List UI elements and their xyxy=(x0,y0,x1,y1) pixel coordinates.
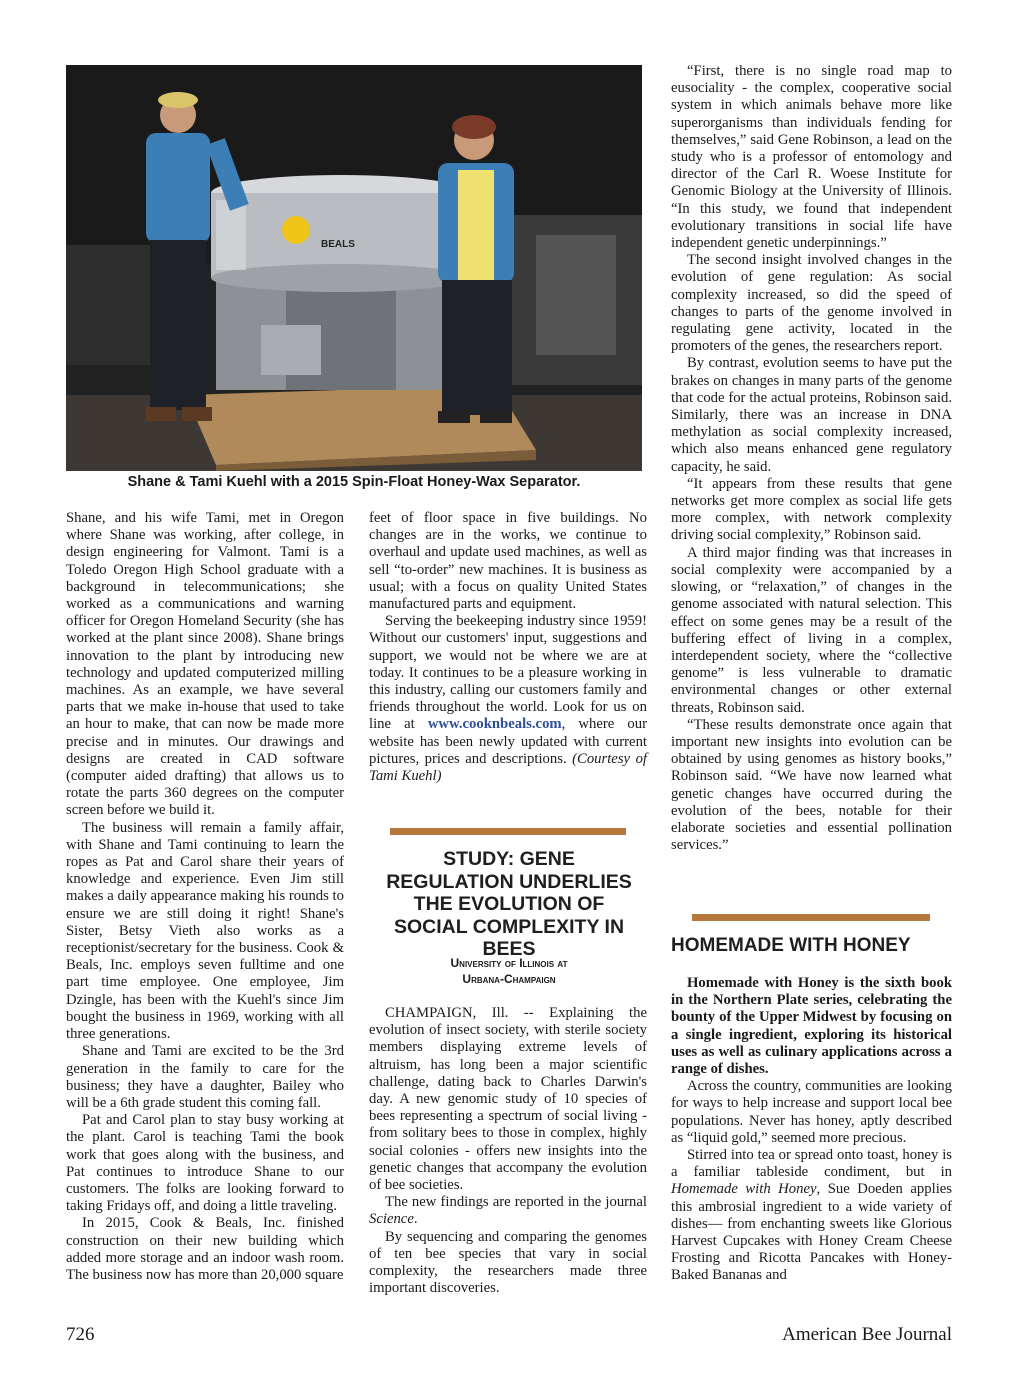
paragraph: Shane and Tami are excited to be the 3rd generation in the family to care for the business; they have a daughter, Bailey who will be a 6th grade student this coming fall. xyxy=(66,1043,344,1111)
paragraph xyxy=(671,1147,952,1285)
section-rule xyxy=(692,914,930,921)
photo-illustration xyxy=(66,65,642,471)
paragraph: Pat and Carol plan to stay busy working at the plant. Carol is teaching Tami the book work that goes along with the business, and Pat continues to introduce Shane to our customers. The folks are looking forward to taking Fridays off, and doing a little traveling. xyxy=(66,1112,344,1215)
paragraph: Shane, and his wife Tami, met in Oregon where Shane was working, after college, in design engineering for Valmont. Tami is a Toledo Oregon High School graduate with a background in telecommunications; she worked as a communications and warning officer for Oregon Homeland Security (she has worked at the plant since 2008). Shane brings innovation to the plant by introducing new technology and updated computerized milling machines. As an example, we have several parts that we make in-house that used to take an hour to make, that can now be made more precise and in minutes. Our drawings and designs are created in CAD software (computer aided drafting) that allows us to rotate the parts 360 degrees on the computer screen before we build it. xyxy=(66,510,344,819)
paragraph: By sequencing and comparing the genomes of ten bee species that vary in social complexity, the researchers made three important discoveries. xyxy=(369,1228,647,1297)
paragraph: In 2015, Cook & Beals, Inc. finished construction on their new building which added more storage and an indoor wash room. The business now has more than 20,000 square xyxy=(66,1215,344,1283)
page-number: 726 xyxy=(66,1324,95,1345)
journal-name: Science xyxy=(369,1211,414,1228)
paragraph: “First, there is no single road map to eusociality - the complex, cooperative social system in which animals behave more like superorganisms than individuals fending for themselves,” said Gene Robinson, a lead on the study who is a professor of entomology and director of the Carl R. Woese Institute for Genomic Biology at the University of Illinois. “In this study, we found that independent evolutionary transitions in social life have independent genetic underpinnings.” xyxy=(671,63,952,252)
study-headline: STUDY: GENE REGULATION UNDERLIES THE EVOLUTION OF SOCIAL COMPLEXITY IN BEES xyxy=(386,848,632,960)
study-byline xyxy=(378,955,640,987)
lead-paragraph: Homemade with Honey is the sixth book in the Northern Plate series, celebrating the bounty of the Upper Midwest by focusing on a single ingredient, exploring its historical uses as well as culinary applications across a range of dishes. xyxy=(671,975,952,1078)
paragraph: By contrast, evolution seems to have put the brakes on changes in many parts of the genome that code for the actual proteins, Robinson said. Similarly, there was an increase in DNA methylation as social complexity increased, which also means enhanced gene regulatory capacity, he said. xyxy=(671,355,952,475)
paragraph-text: . xyxy=(413,1211,418,1228)
paragraph: “These results demonstrate once again that important new insights into evolution can be obtained by using genomes as history books,” Robinson said. “We have now learned what genetic changes have occurred during the evolution of the bees, notable for their elaborate societies and essential pollination services.” xyxy=(671,716,952,854)
paragraph-text: , where our website has been newly updated with current pictures, prices and descriptions. xyxy=(369,716,647,767)
paragraph xyxy=(369,1194,647,1228)
paragraph: A third major finding was that increases in social complexity were accompanied by a slowing, or “relaxation,” of changes in the genome associated with natural selection. This effect on some genes may be a result of the buffering effect of living in a complex, interdependent society, where the “collective genome” is less vulnerable to dramatic environmental changes or other external threats, Robinson said. xyxy=(671,544,952,716)
section-rule xyxy=(390,828,626,835)
paragraph: Across the country, communities are looking for ways to help increase and support local bee populations. Never has honey, aptly described as “liquid gold,” seemed more precious. xyxy=(671,1078,952,1146)
machine-label: BEALS xyxy=(321,239,355,250)
paragraph-text: Serving the beekeeping industry since 1959! Without our customers' input, suggestions and support, we would not be where we are at today. It continues to be a pleasure working in this industry, calling our customers family and friends throughout the world. Look for us on line at xyxy=(369,613,647,733)
courtesy-note: (Courtesy of Tami Kuehl) xyxy=(369,750,647,785)
paragraph: CHAMPAIGN, Ill. -- Explaining the evolution of insect society, with sterile society members displaying extreme levels of altruism, has long been a major scientific challenge, dating back to Charles Darwin's day. A new genomic study of 10 species of bees representing a spectrum of social living - from solitary bees to those in complex, highly social colonies - offers new insights into the genetic changes that accompany the evolution of bee societies. xyxy=(369,1005,647,1194)
article-photo xyxy=(66,65,642,471)
column-1 xyxy=(66,510,344,1284)
website-link[interactable]: www.cooknbeals.com xyxy=(427,716,562,733)
byline-line: University of Illinois at xyxy=(450,956,568,970)
paragraph-text: , Sue Doeden applies this ambrosial ingredient to a wide variety of dishes— from enchanting sweets like Glorious Harvest Cupcakes with Honey Cream Cheese Frosting and Ricotta Pancakes with Honey- Baked Bananas and xyxy=(671,1181,953,1284)
paragraph: “It appears from these results that gene networks get more complex as social life gets more complex, with network complexity driving social complexity,” Robinson said. xyxy=(671,475,952,544)
paragraph xyxy=(369,613,647,785)
magazine-name: American Bee Journal xyxy=(782,1324,952,1345)
study-body xyxy=(369,1005,647,1297)
honey-headline: HOMEMADE WITH HONEY xyxy=(671,935,911,956)
column-2 xyxy=(369,510,647,785)
column-3 xyxy=(671,63,952,854)
photo-caption: Shane & Tami Kuehl with a 2015 Spin-Float Honey-Wax Separator. xyxy=(127,474,581,490)
paragraph: The business will remain a family affair, with Shane and Tami continuing to learn the ropes as Pat and Carol share their years of knowledge and experience. Even Jim still makes a daily appearance making his rounds to ensure we are still doing it right! Shane's Sister, Betsy Vieth also works as a receptionist/secretary for the business. Cook & Beals, Inc. employs seven fulltime and one part time employee. One employee, Jim Dzingle, has been with the Kuehl's since Jim bought the business in 1969, working with all three generations. xyxy=(66,819,344,1043)
paragraph: The second insight involved changes in the evolution of gene regulation: As social complexity increased, so did the speed of changes to parts of the genome involved in regulating gene activity, located in the promoters of the genes, the researchers report. xyxy=(671,252,952,355)
byline-line: Urbana-Champaign xyxy=(462,972,556,986)
paragraph-text: The new findings are reported in the journal xyxy=(385,1194,647,1211)
book-title: Homemade with Honey xyxy=(671,1181,817,1198)
paragraph-text: Stirred into tea or spread onto toast, honey is a familiar tableside condiment, but in xyxy=(671,1147,952,1181)
paragraph: feet of floor space in five buildings. No changes are in the works, we continue to overhaul and update used machines, as well as sell “to-order” new machines. It is business as usual; with a focus on quality United States manufactured parts and equipment. xyxy=(369,510,647,613)
honey-body xyxy=(671,975,952,1285)
